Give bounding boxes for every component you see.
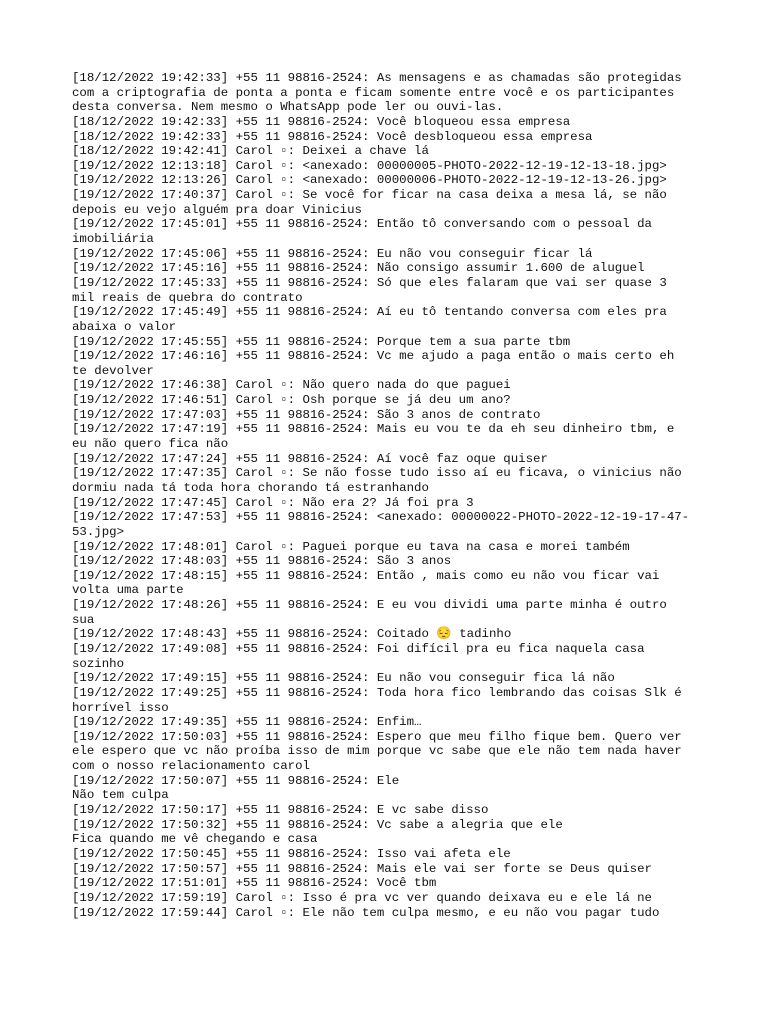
transcript-line: ele espero que vc não proíba isso de mim porque vc sabe que ele não tem nada haver [72, 744, 682, 759]
transcript-line: [19/12/2022 17:45:16] +55 11 98816-2524: Não consigo assumir 1.600 de aluguel [72, 261, 645, 276]
transcript-line: [19/12/2022 17:59:44] Carol ▫: Ele não tem culpa mesmo, e eu não vou pagar tudo [72, 905, 660, 920]
transcript-line: desta conversa. Nem mesmo o WhatsApp pode ler ou ouvi-las. [72, 100, 504, 115]
transcript-line: eu não quero fica não [72, 437, 229, 452]
transcript-line: Não tem culpa [72, 788, 169, 803]
transcript-line: [19/12/2022 17:45:55] +55 11 98816-2524: Porque tem a sua parte tbm [72, 334, 571, 349]
transcript-line: [19/12/2022 17:49:15] +55 11 98816-2524: Eu não vou conseguir fica lá não [72, 671, 615, 686]
transcript-line: [19/12/2022 12:13:18] Carol ▫: <anexado: 00000005-PHOTO-2022-12-19-12-13-18.jpg> [72, 158, 667, 173]
transcript-line: [19/12/2022 17:48:01] Carol ▫: Paguei porque eu tava na casa e morei também [72, 539, 630, 554]
transcript-line: [19/12/2022 17:51:01] +55 11 98816-2524: Você tbm [72, 876, 437, 891]
transcript-line: [19/12/2022 17:50:57] +55 11 98816-2524: Mais ele vai ser forte se Deus quiser [72, 861, 652, 876]
transcript-line: com o nosso relacionamento carol [72, 759, 310, 774]
transcript-line: [19/12/2022 17:50:32] +55 11 98816-2524: Vc sabe a alegria que ele [72, 817, 563, 832]
transcript-line: [19/12/2022 17:45:33] +55 11 98816-2524: Só que eles falaram que vai ser quase 3 [72, 275, 667, 290]
transcript-line: [19/12/2022 17:47:03] +55 11 98816-2524: São 3 anos de contrato [72, 407, 541, 422]
transcript-line: sozinho [72, 656, 125, 671]
transcript-line: [19/12/2022 17:45:49] +55 11 98816-2524: Aí eu tô tentando conversa com eles pra [72, 305, 667, 320]
transcript-line: [19/12/2022 17:48:03] +55 11 98816-2524: São 3 anos [72, 554, 452, 569]
transcript-line: [19/12/2022 17:47:45] Carol ▫: Não era 2? Já foi pra 3 [72, 495, 474, 510]
transcript-line: dormiu nada tá toda hora chorando tá estranhando [72, 480, 429, 495]
transcript-line: depois eu vejo alguém pra doar Vinicius [72, 202, 362, 217]
transcript-line: [19/12/2022 17:50:03] +55 11 98816-2524: Espero que meu filho fique bem. Quero ver [72, 729, 682, 744]
transcript-line: [19/12/2022 17:50:45] +55 11 98816-2524: Isso vai afeta ele [72, 846, 511, 861]
transcript-line: mil reais de quebra do contrato [72, 290, 303, 305]
transcript-line: [19/12/2022 17:49:08] +55 11 98816-2524: Foi difícil pra eu fica naquela casa [72, 641, 645, 656]
transcript-line: [19/12/2022 17:48:43] +55 11 98816-2524: Coitado 😔 tadinho [72, 627, 512, 642]
transcript-line: [19/12/2022 17:47:53] +55 11 98816-2524: <anexado: 00000022-PHOTO-2022-12-19-17-47- [72, 510, 690, 525]
transcript-line: [19/12/2022 17:59:19] Carol ▫: Isso é pra vc ver quando deixava eu e ele lá ne [72, 890, 652, 905]
transcript-line: [19/12/2022 17:45:06] +55 11 98816-2524: Eu não vou conseguir ficar lá [72, 246, 593, 261]
transcript-line: [19/12/2022 17:50:07] +55 11 98816-2524: Ele [72, 773, 400, 788]
transcript-line: com a criptografia de ponta a ponta e ficam somente entre você e os participantes [72, 85, 675, 100]
transcript-line: [18/12/2022 19:42:33] +55 11 98816-2524: Você desbloqueou essa empresa [72, 129, 593, 144]
transcript-line: [18/12/2022 19:42:33] +55 11 98816-2524: As mensagens e as chamadas são protegidas [72, 71, 682, 85]
transcript-line: imobiliária [72, 232, 154, 247]
transcript-line: [19/12/2022 17:48:26] +55 11 98816-2524: E eu vou dividi uma parte minha é outro [72, 598, 667, 613]
transcript-line: [19/12/2022 17:47:19] +55 11 98816-2524: Mais eu vou te da eh seu dinheiro tbm, e [72, 422, 675, 437]
transcript-line: [19/12/2022 17:40:37] Carol ▫: Se você for ficar na casa deixa a mesa lá, se não [72, 188, 667, 203]
transcript-line: abaixa o valor [72, 319, 177, 334]
transcript-line: [19/12/2022 17:49:35] +55 11 98816-2524: Enfim… [72, 715, 422, 730]
chat-transcript [72, 71, 702, 920]
transcript-line: te devolver [72, 363, 154, 378]
transcript-line: horrível isso [72, 700, 169, 715]
transcript-line: 53.jpg> [72, 524, 125, 539]
transcript-line: [19/12/2022 17:50:17] +55 11 98816-2524: E vc sabe disso [72, 803, 489, 818]
transcript-line: Fica quando me vê chegando e casa [72, 832, 318, 847]
transcript-line: [18/12/2022 19:42:41] Carol ▫: Deixei a chave lá [72, 144, 429, 159]
transcript-line: [19/12/2022 17:47:35] Carol ▫: Se não fosse tudo isso aí eu ficava, o vinicius não [72, 466, 682, 481]
transcript-line: volta uma parte [72, 583, 184, 598]
transcript-line: [19/12/2022 17:48:15] +55 11 98816-2524: Então , mais como eu não vou ficar vai [72, 568, 660, 583]
transcript-line: [19/12/2022 17:45:01] +55 11 98816-2524: Então tô conversando com o pessoal da [72, 217, 652, 232]
transcript-line: [19/12/2022 12:13:26] Carol ▫: <anexado: 00000006-PHOTO-2022-12-19-12-13-26.jpg> [72, 173, 667, 188]
transcript-line: [18/12/2022 19:42:33] +55 11 98816-2524: Você bloqueou essa empresa [72, 114, 571, 129]
transcript-line: sua [72, 612, 95, 627]
transcript-line: [19/12/2022 17:46:51] Carol ▫: Osh porque se já deu um ano? [72, 393, 511, 408]
transcript-line: [19/12/2022 17:47:24] +55 11 98816-2524: Aí você faz oque quiser [72, 451, 548, 466]
transcript-line: [19/12/2022 17:46:38] Carol ▫: Não quero nada do que paguei [72, 378, 511, 393]
transcript-line: [19/12/2022 17:49:25] +55 11 98816-2524: Toda hora fico lembrando das coisas Slk é [72, 685, 682, 700]
transcript-line: [19/12/2022 17:46:16] +55 11 98816-2524: Vc me ajudo a paga então o mais certo eh [72, 349, 675, 364]
